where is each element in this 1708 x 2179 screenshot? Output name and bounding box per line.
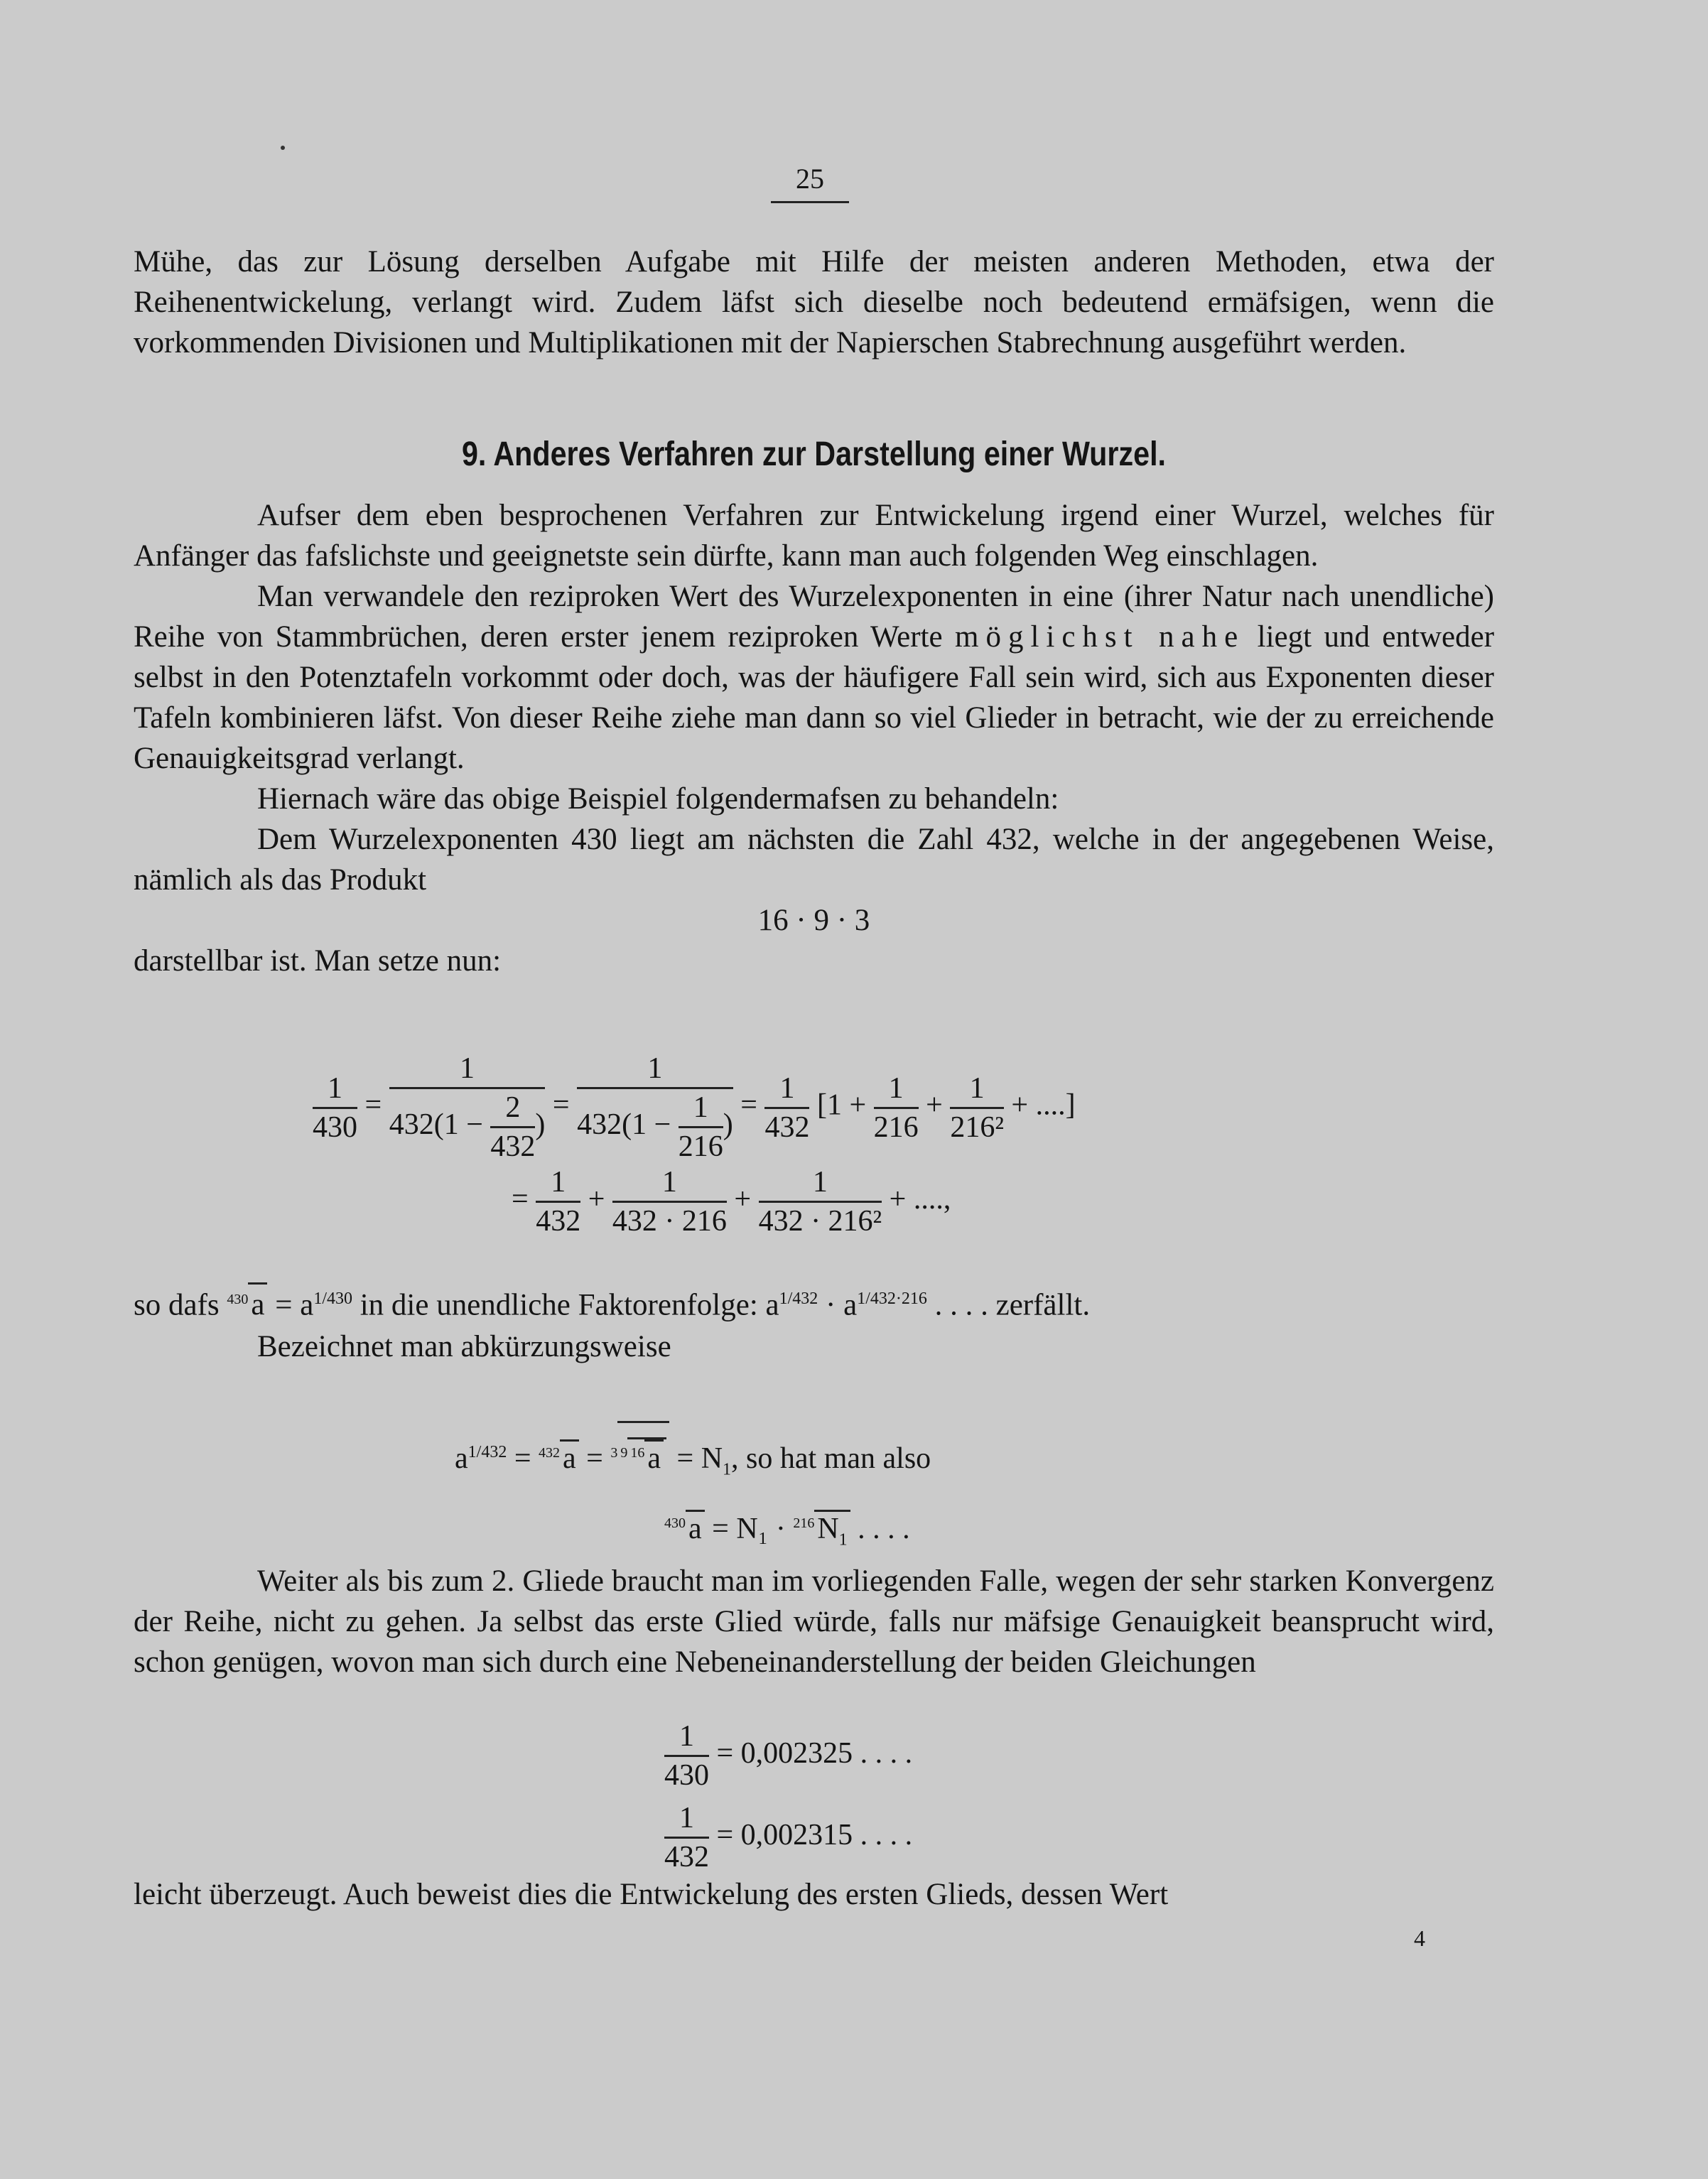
frac-1-430: $\frac{1}{430}$ xyxy=(313,1071,357,1144)
frac-1-432-c: $\frac{1}{432}$ xyxy=(764,1071,810,1144)
frac-1-432-b: 1 432(1 − $\frac{1}{216}$ ) xyxy=(577,1052,733,1163)
equation-val-1: $\frac{1}{430}$ = 0,002325 . . . . xyxy=(664,1720,913,1792)
body-text xyxy=(134,495,1494,981)
para1-text: Mühe, das zur Lösung derselben Aufgabe mit Hilfe der meisten anderen Methoden, etwa der Reihenentwickelung, verlangt wird. Zudem läfst sich dieselbe noch bedeutend ermäfsigen, wenn die vorkommenden Divisionen und Multiplikationen mit der Napierschen Stabrechnung ausgeführt werden. xyxy=(134,245,1494,359)
page-number: 25 xyxy=(771,162,849,203)
equation-2: $a^{1/432} = ^{432}a = ^3$ $^9$ $^{16}a = N_1$, so hat man also xyxy=(455,1421,1378,1479)
equation-3: $^{430}a = N_1 \cdot ^{216}N_1$ . . . . xyxy=(664,1510,910,1550)
paragraph-2: Aufser dem eben besprochenen Verfahren zur Entwickelung irgend einer Wurzel, welches für Anfänger das fafslichste und geeignetste sein dürfte, kann man auch folgenden Weg einschlagen. xyxy=(134,499,1494,573)
frac-1-432-a: 1 432(1 − $\frac{2}{432}$ ) xyxy=(389,1052,546,1163)
paragraph-3 xyxy=(134,576,1494,779)
paragraph-9: leicht überzeugt. Auch beweist dies die Entwickelung des ersten Glieds, dessen Wert xyxy=(134,1878,1169,1911)
signature-mark: 4 xyxy=(1414,1925,1425,1951)
para3-spaced: möglichst nahe xyxy=(955,620,1245,654)
sodass-line: so dafs $^{430}a = a^{1/430}$ in die unendliche Faktorenfolge: $a^{1/432} \cdot a^{1/432\cdot 216}$ . . . . zerfällt. xyxy=(134,1279,1494,1325)
equation-1-cont: = $\frac{1}{432}$ + $\frac{1}{432 \cdot 216}$ + $\frac{1}{\text{432 · 216²}}$ + ...., xyxy=(512,1166,951,1238)
para3-b: liegt und entweder selbst in den Potenztafeln vorkommt oder doch, was der häufigere Fall sein wird, sich aus Exponenten dieser Tafeln kombinieren läfst. Von dieser Reihe ziehe man dann so viel Glieder in betracht, wie der zu erreichende Genauigkeitsgrad verlangt. xyxy=(134,620,1495,775)
paragraph-5: Dem Wurzelexponenten 430 liegt am nächsten die Zahl 432, welche in der angegebenen Weise, nämlich als das Produkt xyxy=(134,823,1494,897)
equation-1: $\frac{1}{430}$ = 1 432(1 − $\frac{2}{432}$ ) = 1 432(1 − $\frac{1}{216}$ ) = $\frac{1}{432}$ [1 + $\frac{1}{216}$ + $\frac{1}{\text{216²}}$ + ....] xyxy=(313,1052,1076,1163)
ink-speck xyxy=(281,146,285,150)
para3-a: Man verwandele den reziproken Wert des Wurzelexponenten in eine (ihrer Natur nach unendliche) Reihe von Stammbrüchen, deren erster jenem reziproken Werte xyxy=(134,580,1494,654)
paragraph-6: darstellbar ist. Man setze nun: xyxy=(134,944,502,978)
paragraph-4: Hiernach wäre das obige Beispiel folgendermafsen zu behandeln: xyxy=(257,782,1059,816)
paragraph-8: Weiter als bis zum 2. Gliede braucht man im vorliegenden Falle, wegen der sehr starken Konvergenz der Reihe, nicht zu gehen. Ja selbst das erste Glied würde, falls nur mäfsige Genauigkeit beansprucht wird, schon genügen, wovon man sich durch eine Nebeneinanderstellung der beiden Gleichungen xyxy=(134,1564,1494,1679)
paragraph-1 xyxy=(134,242,1494,363)
section-heading: 9. Anderes Verfahren zur Darstellung einer Wurzel. xyxy=(461,436,1167,473)
product-line: 16 · 9 · 3 xyxy=(757,904,870,937)
equation-val-2: $\frac{1}{432}$ = 0,002315 . . . . xyxy=(664,1802,913,1873)
paragraph-7: Bezeichnet man abkürzungsweise xyxy=(257,1330,671,1363)
